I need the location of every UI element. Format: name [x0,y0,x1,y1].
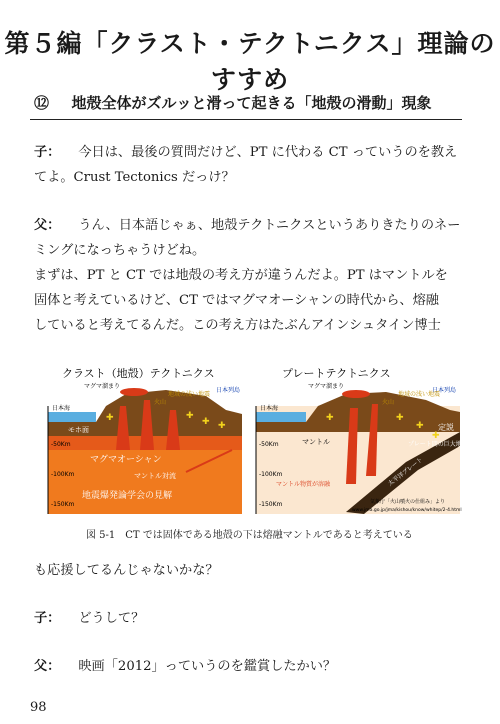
magma-ocean-label: マグマオーシャン [90,455,162,465]
quake-label: 地域の浅い地震 [398,391,441,398]
body-paragraph [34,263,464,338]
moho-label: モホ面 [68,426,89,434]
panel-title: クラスト（地殻）テクトニクス [62,367,215,380]
crust-vs-plate-figure [46,366,468,514]
mantle-label: マントル [302,438,330,446]
quake-label: 地域の浅い地震 [168,391,211,398]
magma-label: マグマ溜まり [308,383,345,390]
text-line: 今日は、最後の質問だけど、PT に代わる CT っていうのを教え [78,145,458,160]
svg-text:✚: ✚ [106,413,114,423]
svg-text:✚: ✚ [186,411,194,421]
svg-text:✚: ✚ [416,421,424,431]
svg-text:✚: ✚ [218,421,226,431]
speaker-label: 子： [34,145,61,160]
islands-label: 日本列島 [216,387,241,394]
page-number: 98 [30,700,47,715]
text-line: も応援してるんじゃないかな？ [34,563,219,578]
islands-label: 日本列島 [432,387,457,394]
text-line: どうして？ [78,611,145,626]
speaker-label: 子： [34,611,61,626]
depth-label: -150Km [259,501,283,508]
speaker-label: 父： [34,218,61,233]
credit-url: www.jma.go.jp/jma/kishou/know/whitep/2-4.html [352,508,462,513]
svg-text:✚: ✚ [396,413,404,423]
text-line: していると考えてるんだ。この考え方はたぶんアインシュタイン博士 [34,318,441,333]
depth-label: -100Km [51,471,75,478]
figure-caption: 図 5-1 CT では固体である地殻の下は熔融マントルであると考えている [86,530,413,541]
svg-text:✚: ✚ [432,431,440,441]
accepted-label: 定説 [438,423,454,432]
melt-label: マントル物質が溶融 [276,481,331,488]
sea-label: 日本海 [52,405,71,412]
panel-title: プレートテクトニクス [282,367,391,380]
crust-tectonics-panel [48,366,242,514]
svg-text:✚: ✚ [202,417,210,427]
text-line: ミングになっちゃうけどね。 [34,243,206,258]
dialogue-father-1 [34,213,464,263]
speaker-label: 父： [34,659,61,674]
magma-label: マグマ溜まり [84,383,121,390]
plate-tectonics-panel [256,367,468,514]
credit-label: 気象庁「火山噴火の仕組み」より [370,499,446,505]
volcano-label: 火山 [154,399,167,406]
page-title: 第５編「クラスト・テクトニクス」理論のすすめ [4,29,496,94]
big-quake-label: プレート間の巨大地震 [408,441,468,448]
pacific-label: 太平洋プレート [386,456,425,488]
text-line: まずは、PT と CT では地殻の考え方が違うんだよ。PT はマントルを [34,268,448,283]
dialogue-father-2 [34,654,464,679]
volcano-label: 火山 [382,399,395,406]
section-heading-text: 地殻全体がズルッと滑って起きる「地殻の滑動」現象 [71,94,432,112]
text-line: 固体と考えているけど、CT ではマグマオーシャンの時代から、熔融 [34,293,439,308]
section-divider [30,119,462,120]
svg-text:✚: ✚ [326,413,334,423]
dialogue-child-2 [34,606,464,631]
depth-label: -150Km [51,501,75,508]
depth-label: -100Km [259,471,283,478]
sea-label: 日本海 [260,405,279,412]
convection-label: マントル対流 [134,472,176,480]
dialogue-child-1 [34,140,464,190]
body-paragraph [34,558,464,583]
depth-label: -50Km [259,441,279,448]
text-line: てよ。Crust Tectonics だっけ？ [34,170,235,185]
sea-area [256,412,306,422]
sea-area [48,412,96,422]
text-line: 映画「2012」っていうのを鑑賞したかい？ [78,659,337,674]
depth-label: -50Km [51,441,71,448]
section-heading [34,92,432,113]
section-number: ⑫ [34,94,50,112]
text-line: うん、日本語じゃぁ、地殻テクトニクスというありきたりのネー [78,218,461,233]
society-label: 地震爆発論学会の見解 [82,491,173,501]
